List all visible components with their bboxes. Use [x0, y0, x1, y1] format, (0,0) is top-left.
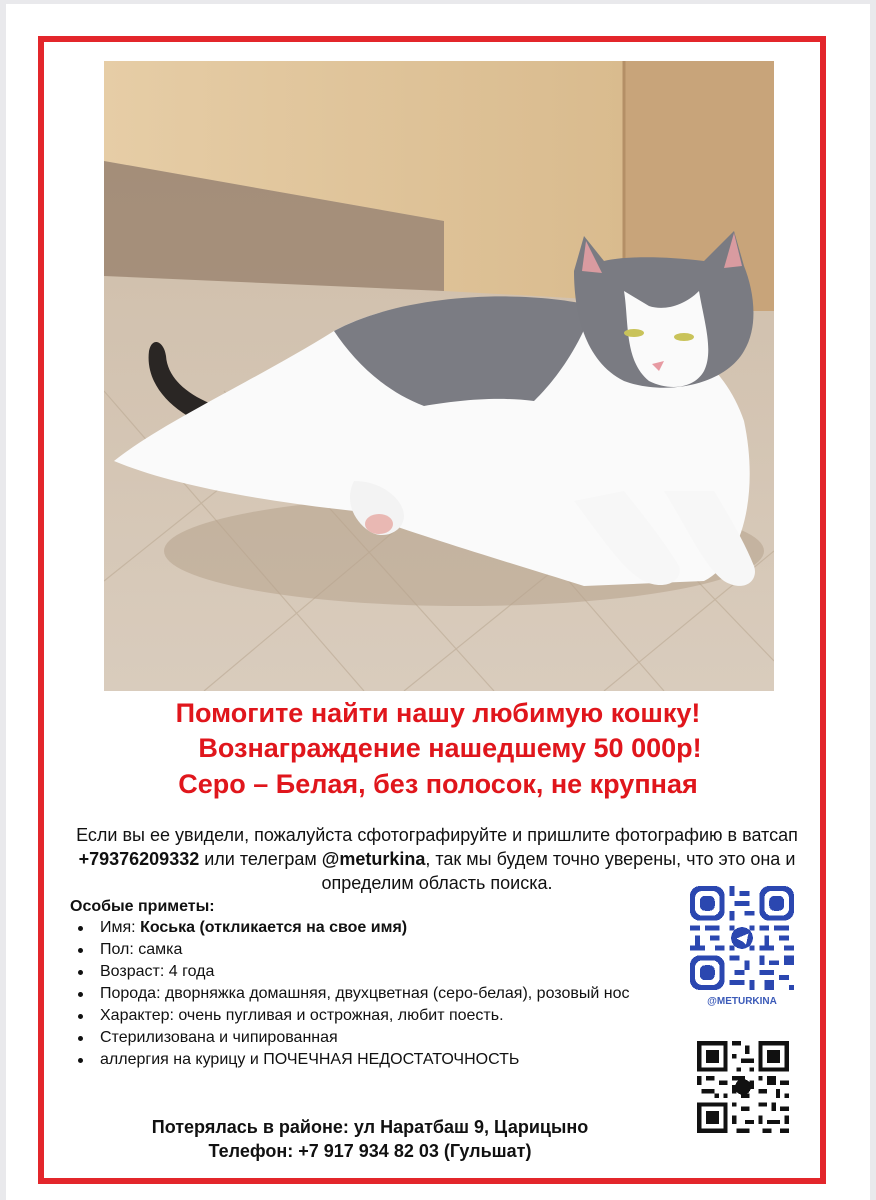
contact-phone[interactable]: Телефон: +7 917 934 82 03 (Гульшат): [208, 1141, 532, 1161]
feature-name-label: Имя:: [100, 919, 141, 936]
feature-character: Характер: очень пугливая и острожная, любит поесть.: [76, 1006, 664, 1026]
feature-name: [76, 918, 664, 938]
intro-text-1: Если вы ее увидели, пожалуйста сфотографируйте и пришлите фотографию в ватсап: [76, 825, 798, 845]
feature-breed: Порода: дворняжка домашняя, двухцветная (серо-белая), розовый нос: [76, 984, 664, 1004]
feature-age: Возраст: 4 года: [76, 962, 664, 982]
headline-reward: Вознаграждение нашедшему 50 000р!: [198, 733, 702, 763]
feature-sterilized: Стерилизована и чипированная: [76, 1028, 664, 1048]
features-list: [76, 918, 664, 1072]
whatsapp-number[interactable]: +79376209332: [78, 849, 200, 869]
features-title: Особые приметы:: [70, 898, 215, 915]
intro-paragraph: [52, 823, 822, 895]
qr-code-icon[interactable]: [697, 1041, 789, 1133]
lost-location: Потерялась в районе: ул Наратбаш 9, Царицыно: [151, 1117, 589, 1137]
intro-text-2: или телеграм: [199, 849, 322, 869]
feature-allergy: аллергия на курицу и ПОЧЕЧНАЯ НЕДОСТАТОЧНОСТЬ: [76, 1050, 664, 1070]
feature-name-value: Коська (откликается на свое имя): [140, 919, 408, 936]
qr-code-telegram-icon[interactable]: [690, 886, 794, 990]
intro-text-3: , так мы будем точно уверены, что это она и определим область поиска.: [321, 849, 796, 893]
telegram-handle[interactable]: @meturkina: [321, 849, 426, 869]
headline-description: Серо – Белая, без полосок, не крупная: [178, 769, 698, 799]
qr-telegram-label: @METURKINA: [707, 996, 777, 1007]
cat-photo: [104, 61, 774, 691]
headline-help-find: Помогите найти нашу любимую кошку!: [175, 698, 701, 728]
feature-sex: Пол: самка: [76, 940, 664, 960]
